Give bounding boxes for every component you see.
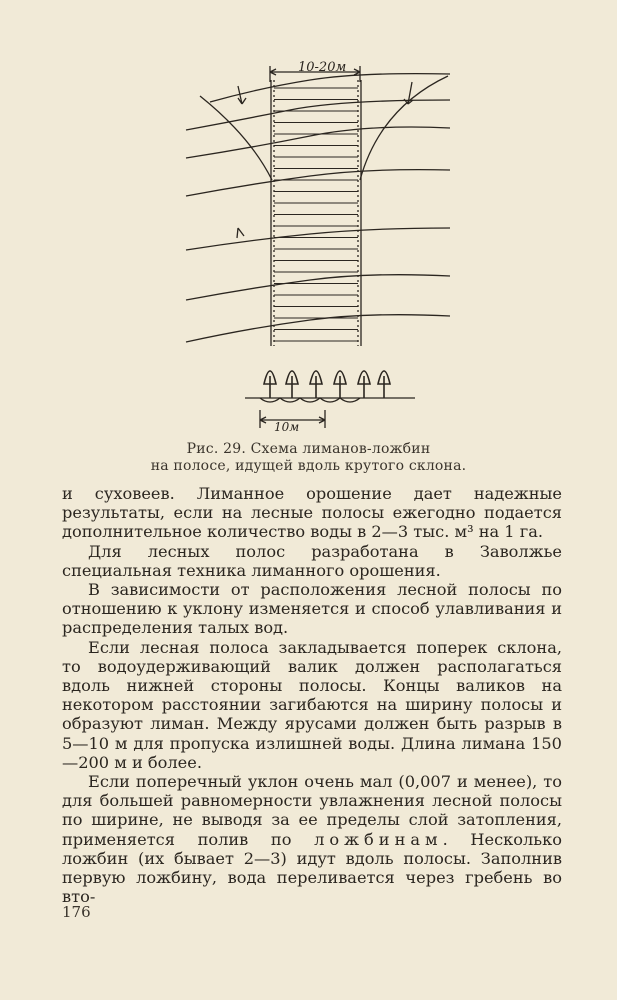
figure-caption-line2: на полосе, идущей вдоль крутого склона. (150, 458, 467, 474)
tree-icon (378, 371, 390, 398)
body-text (62, 484, 562, 906)
paragraph: Если лесная полоса закладывается поперек склона, то водоудерживающий валик должен располагаться вдоль нижней стороны полосы. Концы валиков на некотором расстоянии загибаются на ширину полосы и образуют лиман. Между ярусами должен быть разрыв в 5—10 м для пропуска излишней воды. Длина лимана 150—200 м и более. (62, 637, 562, 772)
tree-icon (334, 371, 346, 398)
paragraph-part: Если поперечный уклон очень мал (0,007 и менее), то для большей равномерности увлажнения лесной полосы по ширине, не выводя за ее пределы слой затопления, применяется полив по (62, 772, 562, 849)
contour-line (186, 275, 450, 300)
paragraph: и суховеев. Лиманное орошение дает надежные результаты, если на лесные полосы ежегодно подается дополнительное количество воды в 2—3 тыс. м³ на 1 га. (62, 484, 562, 542)
page-number: 176 (62, 903, 91, 921)
contour-line (186, 100, 450, 130)
contour-line (186, 228, 450, 250)
trench-width-label: 10м (274, 420, 300, 434)
liman-scheme-figure (150, 58, 470, 438)
width-label: 10-20м (298, 60, 347, 75)
contour-line (186, 315, 450, 342)
left-ridge-curve (200, 96, 272, 180)
contour-line (186, 170, 450, 196)
paragraph-part: . Несколько ложбин (их бывает 2—3) идут вдоль полосы. Заполнив первую ложбину, вода переливается через гребень во вто- (62, 829, 562, 907)
tree-icon (264, 371, 276, 398)
spaced-term: ложбинам (314, 829, 443, 849)
tree-icon (286, 371, 298, 398)
tree-icon (310, 371, 322, 398)
contour-line (186, 127, 450, 158)
paragraph: В зависимости от расположения лесной полосы по отношению к уклону изменяется и способ улавливания и распределения талых вод. (62, 580, 562, 638)
flow-arrow (404, 82, 413, 104)
paragraph: Для лесных полос разработана в Заволжье специальная техника лиманного орошения. (62, 541, 562, 580)
figure-caption-line1: Рис. 29. Схема лиманов-ложбин (186, 441, 431, 457)
tree-icon (358, 371, 370, 398)
paragraph (62, 772, 562, 906)
